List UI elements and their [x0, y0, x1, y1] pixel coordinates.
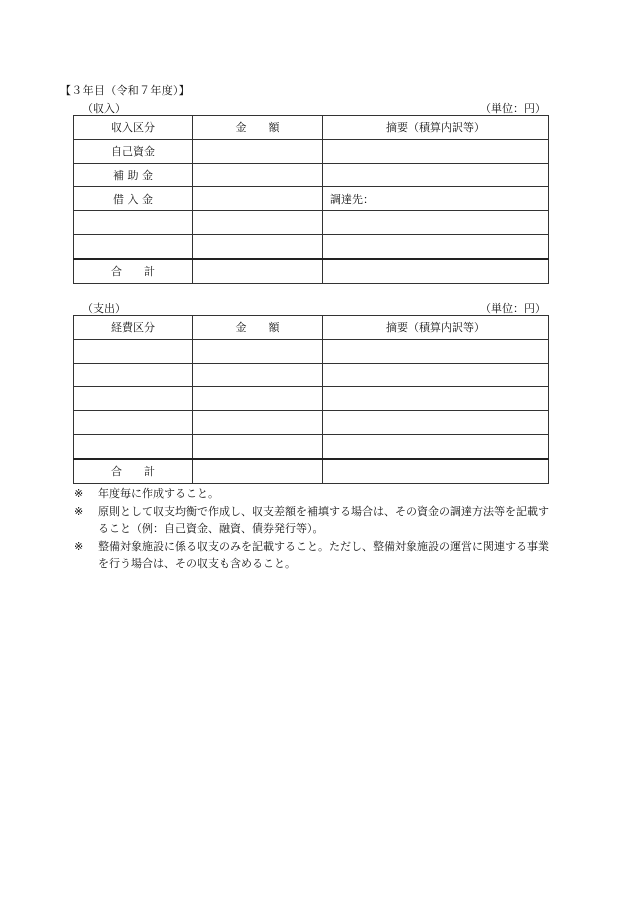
- expense-summary-cell: [323, 387, 549, 411]
- expense-category-cell: [74, 339, 193, 363]
- table-row: [74, 411, 549, 435]
- note-text: 原則として収支均衡で作成し、収支差額を補填する場合は、その資金の調達方法等を記載すること（例：自己資金、融資、債券発行等）。: [98, 504, 549, 535]
- expense-total-summary: [323, 459, 549, 483]
- table-row: [74, 163, 549, 187]
- reference-mark: ※: [74, 539, 84, 553]
- table-row: [74, 211, 549, 235]
- income-amount-cell: [193, 139, 323, 163]
- income-summary-cell: 調達先：: [323, 187, 549, 211]
- expense-amount-cell: [193, 411, 323, 435]
- reference-mark: ※: [74, 487, 84, 500]
- expense-summary-cell: [323, 339, 549, 363]
- table-row: [74, 139, 549, 163]
- expense-header-row: [74, 316, 549, 340]
- income-header-category: 収入区分: [74, 116, 193, 140]
- income-total-summary: [323, 259, 549, 283]
- reference-mark: ※: [74, 504, 84, 518]
- table-row: [74, 339, 549, 363]
- expense-header-amount: 金 額: [193, 316, 323, 340]
- expense-category-cell: [74, 434, 193, 458]
- income-header-summary: 摘要（積算内訳等）: [323, 116, 549, 140]
- income-amount-cell: [193, 211, 323, 235]
- expense-label: （支出）: [82, 302, 126, 315]
- table-row: [74, 234, 549, 258]
- table-row: [74, 187, 549, 211]
- expense-total-label: 合 計: [74, 459, 193, 483]
- table-row: [74, 387, 549, 411]
- expense-amount-cell: [193, 339, 323, 363]
- table-row: [74, 363, 549, 387]
- income-summary-cell: [323, 163, 549, 187]
- expense-category-cell: [74, 387, 193, 411]
- expense-amount-cell: [193, 387, 323, 411]
- note-item: [74, 503, 554, 538]
- expense-header-category: 経費区分: [74, 316, 193, 340]
- note-text: 年度毎に作成すること。: [98, 487, 219, 500]
- notes-list: [74, 485, 554, 573]
- section-heading: 【３年目（令和７年度）】: [60, 84, 191, 97]
- income-table: [73, 115, 549, 284]
- expense-header-summary: 摘要（積算内訳等）: [323, 316, 549, 340]
- expense-total-amount: [193, 459, 323, 483]
- note-text: 整備対象施設に係る収支のみを記載すること。ただし、整備対象施設の運営に関連する事業を行う場合は、その収支も含めること。: [98, 539, 549, 570]
- income-category-cell: 借 入 金: [74, 187, 193, 211]
- income-category-cell: 補 助 金: [74, 163, 193, 187]
- note-item: [74, 485, 554, 503]
- income-unit: （単位：円）: [480, 102, 546, 115]
- expense-category-cell: [74, 411, 193, 435]
- income-category-cell: 自己資金: [74, 139, 193, 163]
- expense-summary-cell: [323, 434, 549, 458]
- income-amount-cell: [193, 234, 323, 258]
- expense-table: [73, 315, 549, 484]
- income-amount-cell: [193, 163, 323, 187]
- income-summary-cell: [323, 211, 549, 235]
- income-total-row: [74, 259, 549, 283]
- expense-total-row: [74, 459, 549, 483]
- income-total-amount: [193, 259, 323, 283]
- income-label: （収入）: [82, 102, 126, 115]
- expense-category-cell: [74, 363, 193, 387]
- income-total-label: 合 計: [74, 259, 193, 283]
- income-category-cell: [74, 211, 193, 235]
- income-category-cell: [74, 234, 193, 258]
- expense-unit: （単位：円）: [480, 302, 546, 315]
- income-summary-cell: [323, 234, 549, 258]
- income-summary-cell: [323, 139, 549, 163]
- note-item: [74, 538, 554, 573]
- income-header-amount: 金 額: [193, 116, 323, 140]
- expense-amount-cell: [193, 363, 323, 387]
- expense-summary-cell: [323, 411, 549, 435]
- expense-amount-cell: [193, 434, 323, 458]
- income-header-row: [74, 116, 549, 140]
- table-row: [74, 434, 549, 458]
- expense-summary-cell: [323, 363, 549, 387]
- income-amount-cell: [193, 187, 323, 211]
